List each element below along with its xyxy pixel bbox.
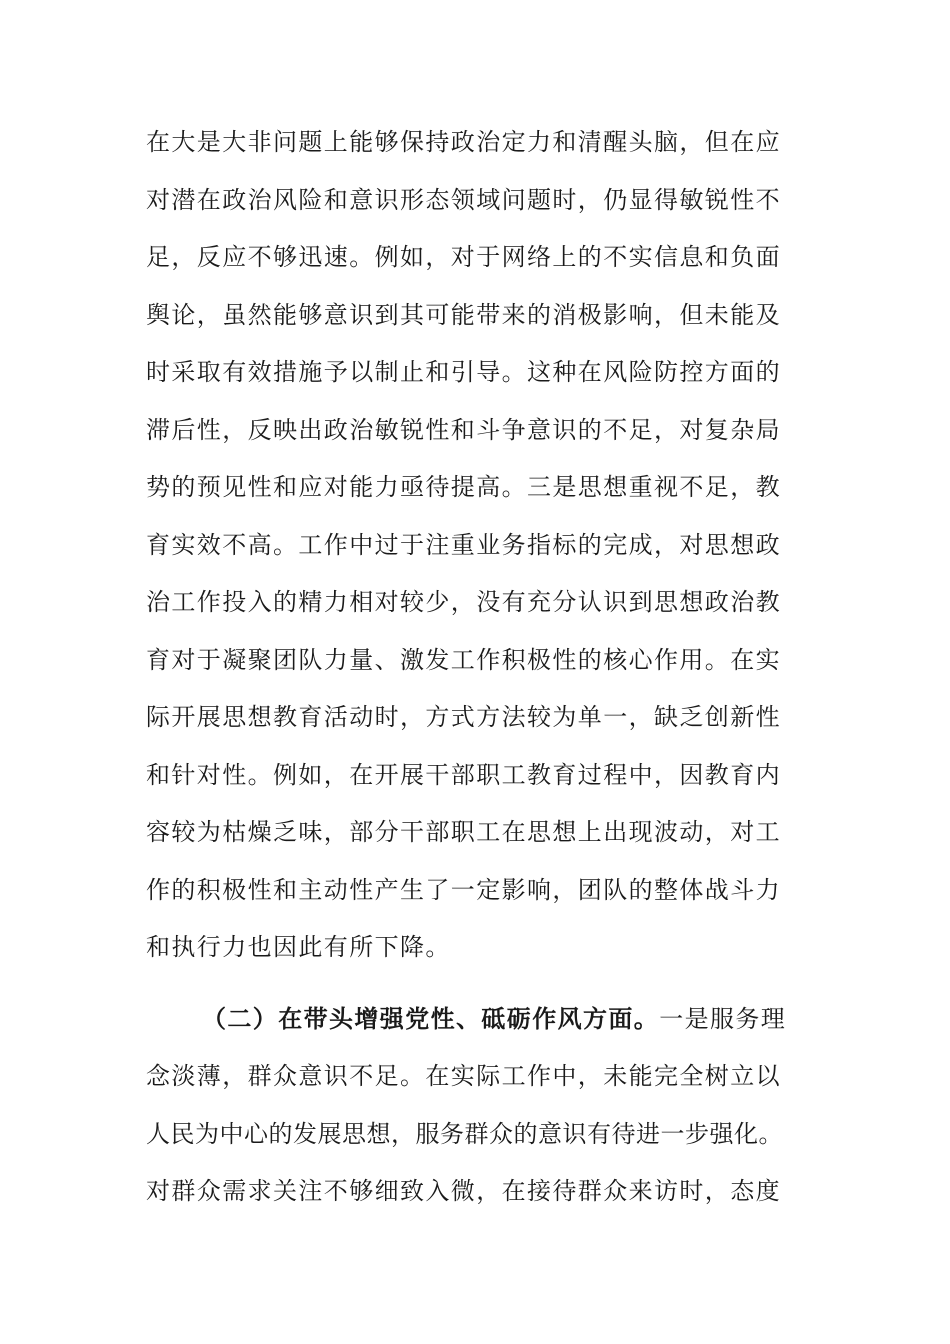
paragraph-line: 际开展思想教育活动时，方式方法较为单一，缺乏创新性 (146, 703, 781, 731)
paragraph-line: 足，反应不够迅速。例如，对于网络上的不实信息和负面 (146, 243, 781, 271)
paragraph-line: 对群众需求关注不够细致入微，在接待群众来访时，态度 (146, 1177, 781, 1205)
paragraph-line: 在大是大非问题上能够保持政治定力和清醒头脑，但在应 (146, 128, 781, 156)
paragraph-line: 育对于凝聚团队力量、激发工作积极性的核心作用。在实 (146, 646, 781, 674)
paragraph-line: 势的预见性和应对能力亟待提高。三是思想重视不足，教 (146, 473, 781, 501)
section-heading-line (202, 999, 806, 1039)
paragraph-line: 舆论，虽然能够意识到其可能带来的消极影响，但未能及 (146, 301, 781, 329)
paragraph-line: 和执行力也因此有所下降。 (146, 933, 451, 961)
section-heading-rest: 一是服务理 (659, 1005, 787, 1033)
paragraph-line: 对潜在政治风险和意识形态领域问题时，仍显得敏锐性不 (146, 186, 781, 214)
paragraph-line: 滞后性，反映出政治敏锐性和斗争意识的不足，对复杂局 (146, 416, 781, 444)
paragraph-line: 作的积极性和主动性产生了一定影响，团队的整体战斗力 (146, 876, 781, 904)
paragraph-line: 时采取有效措施予以制止和引导。这种在风险防控方面的 (146, 358, 781, 386)
paragraph-line: 育实效不高。工作中过于注重业务指标的完成，对思想政 (146, 531, 781, 559)
paragraph-line: 人民为中心的发展思想，服务群众的意识有待进一步强化。 (146, 1120, 783, 1148)
paragraph-line: 和针对性。例如，在开展干部职工教育过程中，因教育内 (146, 761, 781, 789)
paragraph-line: 治工作投入的精力相对较少，没有充分认识到思想政治教 (146, 588, 781, 616)
paragraph-line: 容较为枯燥乏味，部分干部职工在思想上出现波动，对工 (146, 818, 781, 846)
section-heading: （二）在带头增强党性、砥砺作风方面。 (202, 1004, 660, 1033)
paragraph-line: 念淡薄，群众意识不足。在实际工作中，未能完全树立以 (146, 1062, 781, 1090)
